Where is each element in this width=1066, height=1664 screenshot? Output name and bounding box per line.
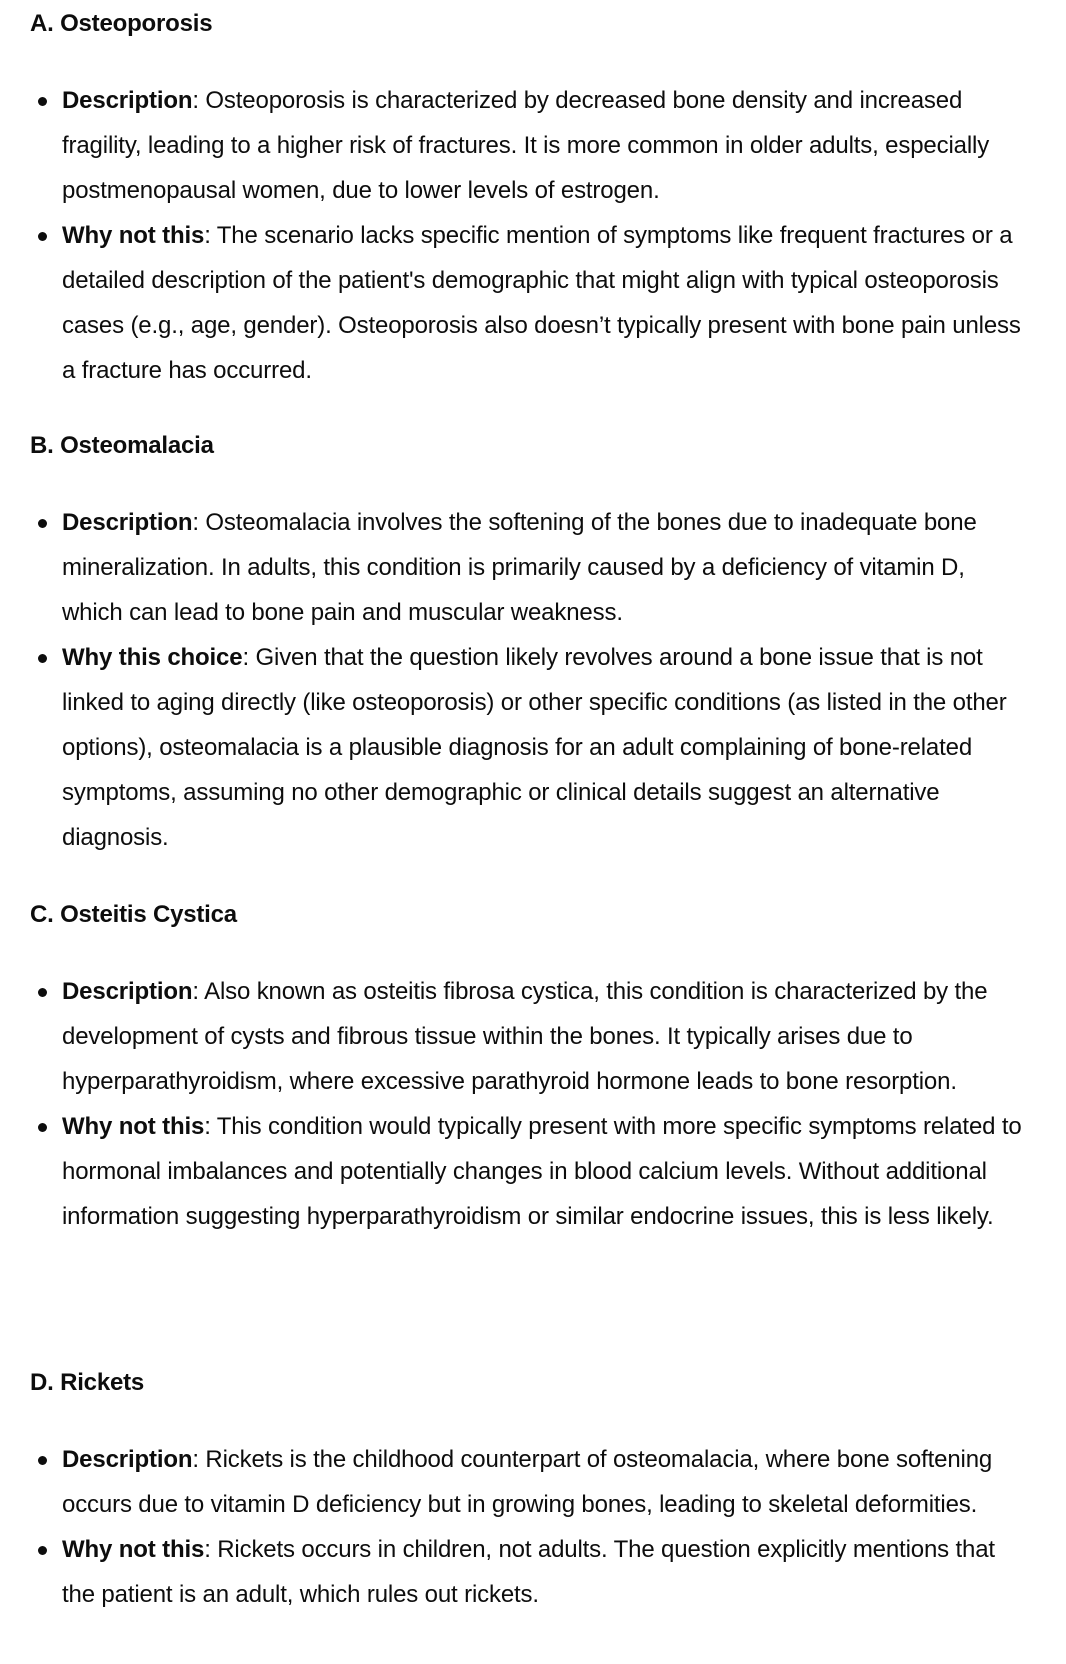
list-item	[30, 213, 1026, 393]
bullet-list	[30, 1437, 1026, 1617]
list-item	[30, 969, 1026, 1104]
bullet-label: Description	[62, 978, 193, 1005]
list-item	[30, 500, 1026, 635]
bullet-label: Why this choice	[62, 644, 243, 671]
bullet-text: : Rickets is the childhood counterpart of osteomalacia, where bone softening occurs due to vitamin D deficiency but in growing bones, leading to skeletal deformities.	[62, 1446, 993, 1518]
section-heading: A. Osteoporosis	[30, 10, 213, 37]
bullet-text: : Rickets occurs in children, not adults. The question explicitly mentions that the patient is an adult, which rules out rickets.	[62, 1536, 995, 1608]
bullet-text: : Given that the question likely revolves around a bone issue that is not linked to aging directly (like osteoporosis) or other specific conditions (as listed in the other options), osteomalacia is a plausible diagnosis for an adult complaining of bone-related symptoms, assuming no other demographic or clinical details suggest an alternative diagnosis.	[62, 644, 1007, 851]
section-heading: C. Osteitis Cystica	[30, 901, 237, 928]
section-heading: B. Osteomalacia	[30, 432, 214, 459]
bullet-label: Description	[62, 87, 193, 114]
bullet-text: : Osteomalacia involves the softening of the bones due to inadequate bone mineralization. In adults, this condition is primarily caused by a deficiency of vitamin D, which can lead to bone pain and muscular weakness.	[62, 509, 977, 626]
list-item	[30, 1437, 1026, 1527]
list-item	[30, 1104, 1026, 1239]
bullet-text: : The scenario lacks specific mention of symptoms like frequent fractures or a detailed description of the patient's demographic that might align with typical osteoporosis cases (e.g., age, gender). Osteoporosis also doesn’t typically present with bone pain unless a fracture has occurred.	[62, 222, 1021, 384]
bullet-list	[30, 500, 1026, 860]
bullet-list	[30, 78, 1026, 393]
bullet-text: : This condition would typically present with more specific symptoms related to hormonal imbalances and potentially changes in blood calcium levels. Without additional information suggesting hyperparathyroidism or similar endocrine issues, this is less likely.	[62, 1113, 1022, 1230]
section-a	[30, 8, 1026, 393]
bullet-label: Description	[62, 1446, 193, 1473]
section-c	[30, 899, 1026, 1239]
bullet-label: Why not this	[62, 222, 205, 249]
bullet-text: : Osteoporosis is characterized by decreased bone density and increased fragility, leading to a higher risk of fractures. It is more common in older adults, especially postmenopausal women, due to lower levels of estrogen.	[62, 87, 990, 204]
bullet-list	[30, 969, 1026, 1239]
list-item	[30, 635, 1026, 860]
bullet-label: Description	[62, 509, 193, 536]
list-item	[30, 1527, 1026, 1617]
list-item	[30, 78, 1026, 213]
bullet-label: Why not this	[62, 1536, 205, 1563]
bullet-text: : Also known as osteitis fibrosa cystica, this condition is characterized by the development of cysts and fibrous tissue within the bones. It typically arises due to hyperparathyroidism, where excessive parathyroid hormone leads to bone resorption.	[62, 978, 988, 1095]
section-d	[30, 1367, 1026, 1617]
section-b	[30, 430, 1026, 860]
section-heading: D. Rickets	[30, 1369, 145, 1396]
bullet-label: Why not this	[62, 1113, 205, 1140]
